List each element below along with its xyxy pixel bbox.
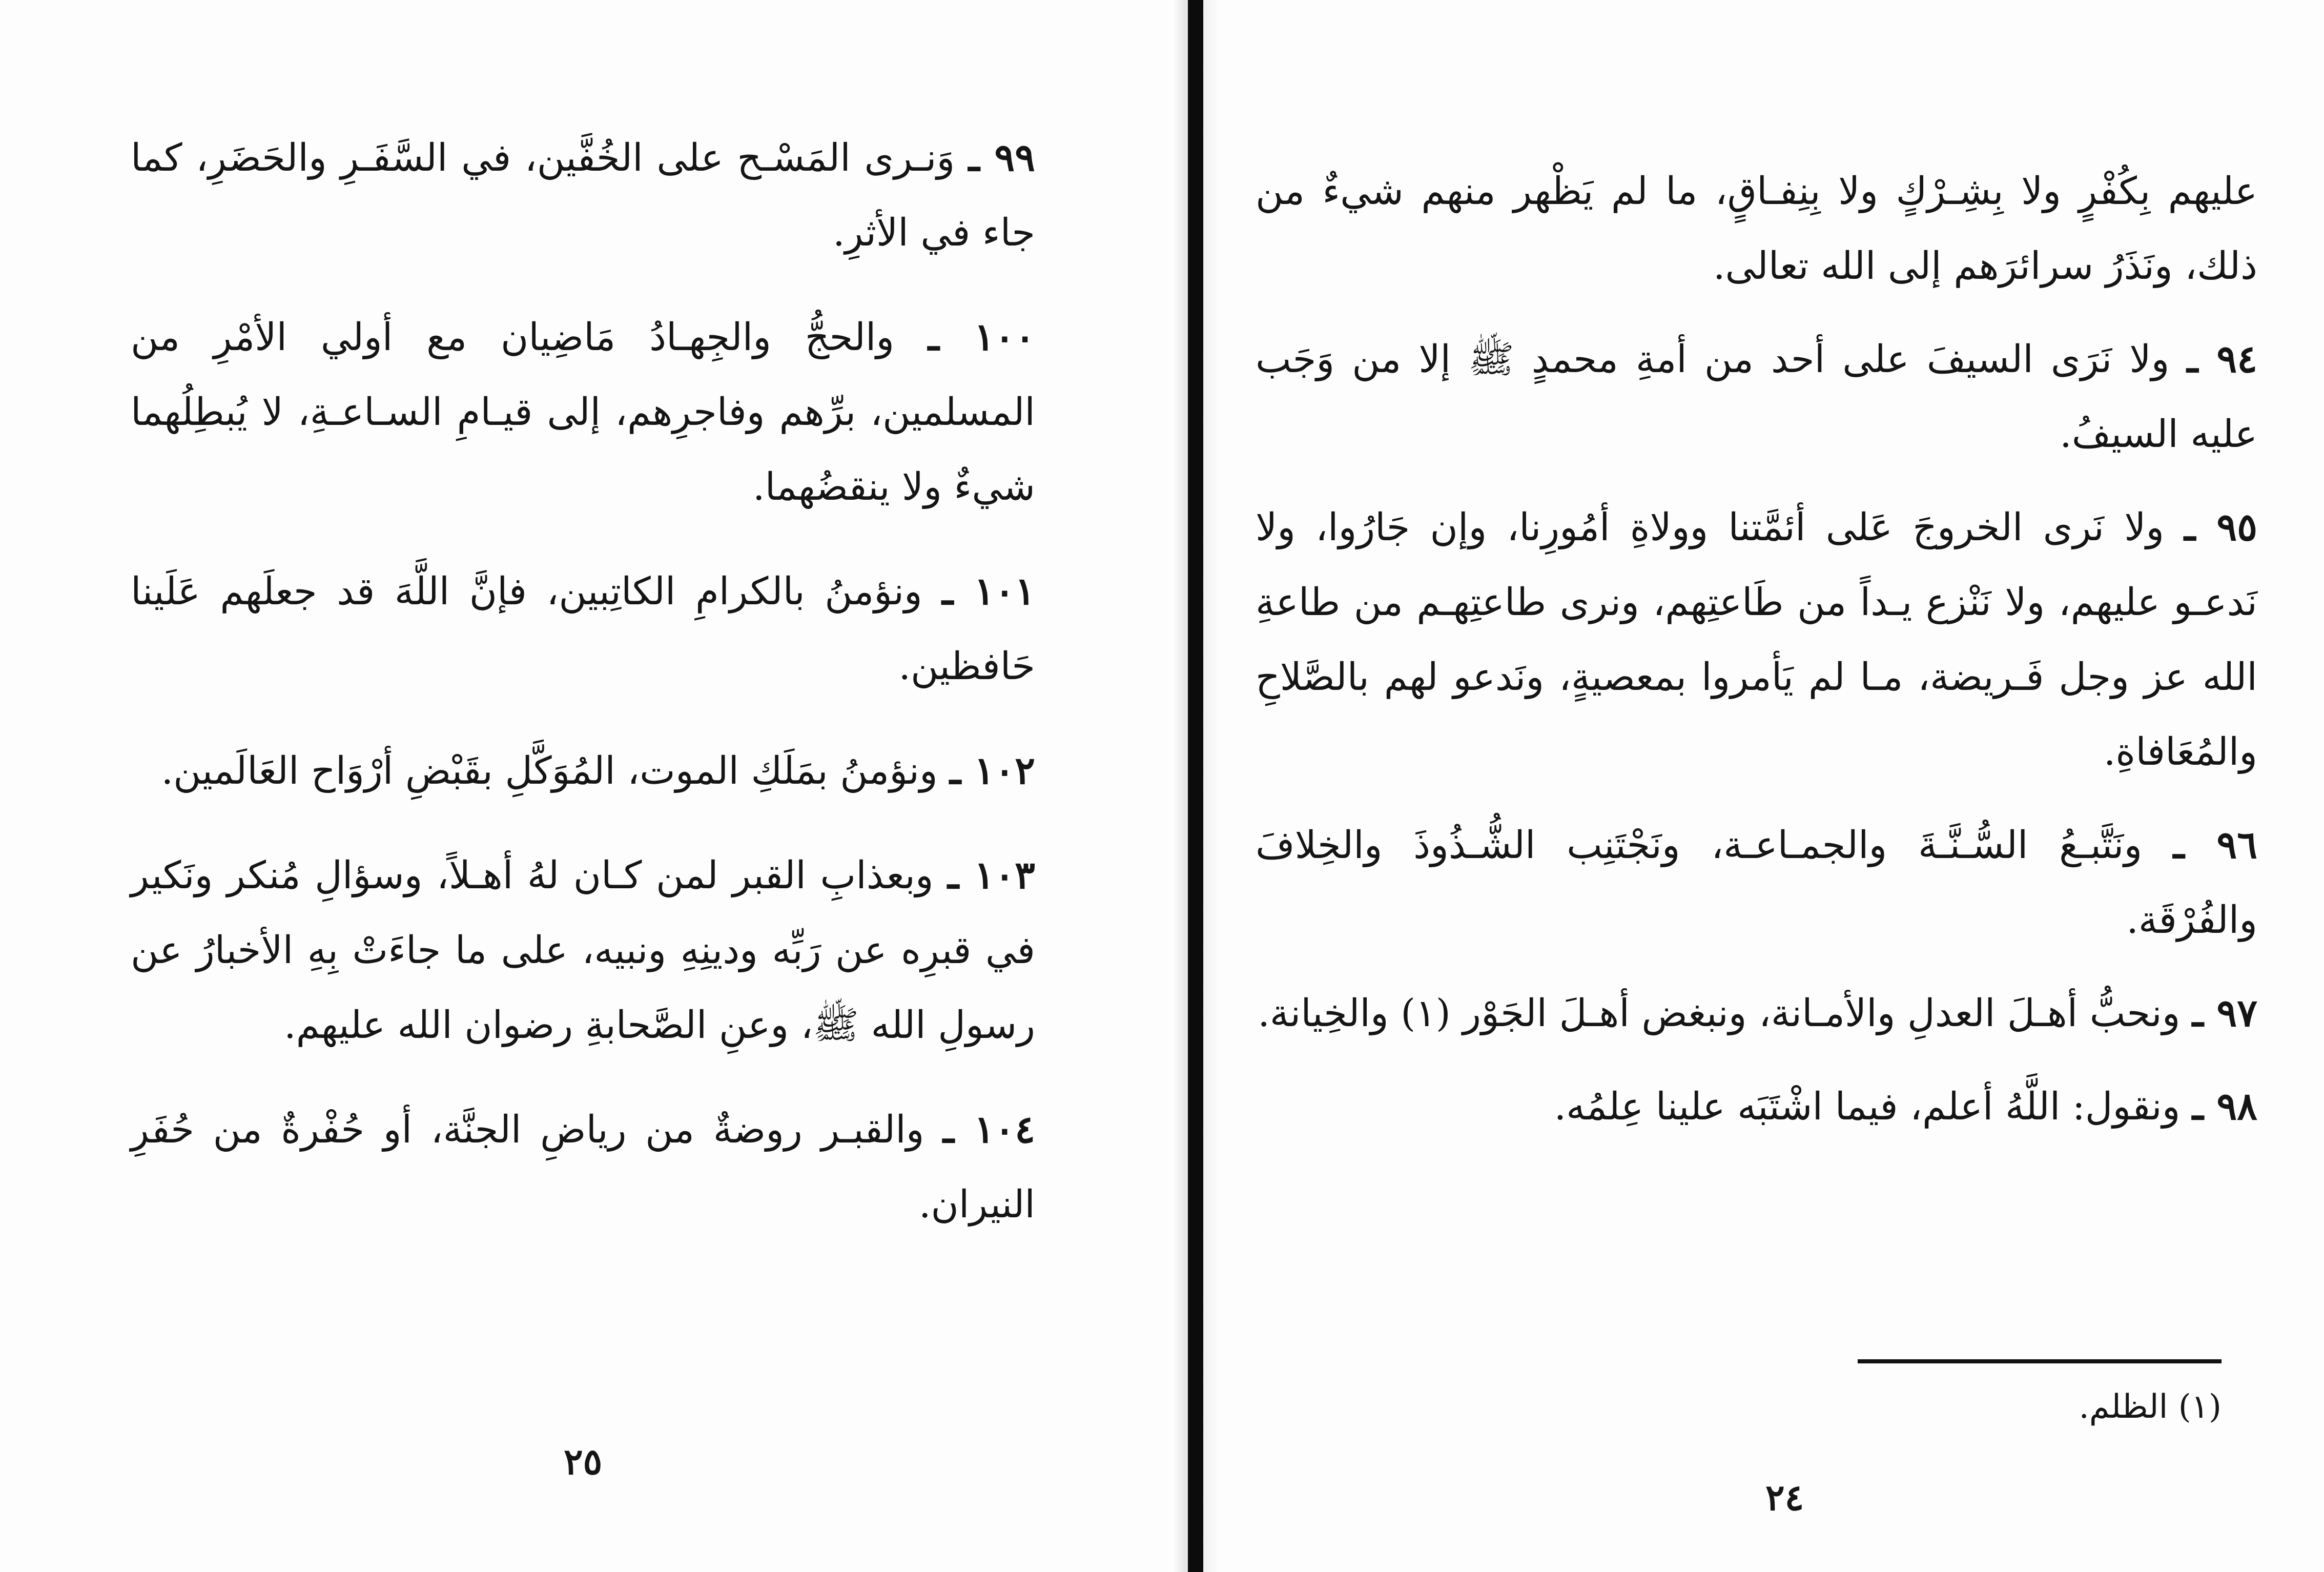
paragraph-101 [131,554,1035,704]
book-spine [1188,0,1203,1572]
paragraph-text: ونحبُّ أهـلَ العدلِ والأمـانة، ونبغض أهـلَ الجَوْر (١) والخِيانة. [1258,991,2181,1035]
paragraph-number: ١٠٢ ـ [950,749,1035,793]
paragraph-104 [131,1092,1035,1242]
paragraph-number: ٩٧ ـ [2192,991,2257,1035]
paragraph-98 [1256,1069,2257,1144]
paragraph-text: والحجُّ والجِهـادُ مَاضِيان مع أولي الأمْرِ من المسلمين، برِّهم وفاجرِهم، إلى قيـامِ السـاعـةِ، لا يُبطِلُهما شيءٌ ولا ينقضُهما. [131,315,1035,509]
paragraph-99 [131,120,1035,270]
paragraph-text: ونؤمنُ بمَلَكِ الموت، المُوَكَّلِ بقَبْضِ أرْوَاح العَالَمين. [161,749,938,793]
paragraph-97 [1256,976,2257,1051]
paragraph-number: ٩٨ ـ [2192,1085,2257,1129]
paragraph-95 [1256,490,2257,789]
paragraph-text: ونقول: اللَّهُ أعلم، فيما اشْتَبَه علينا عِلمُه. [1554,1085,2181,1129]
paragraph-text: ونَتَّبـعُ السُّـنَّـةَ والجمـاعـة، ونَجْتَنِب الشُّـذُوذَ والخِلافَ والفُرْقَة. [1256,823,2257,942]
paragraph-100 [131,300,1035,524]
paragraph-number: ١٠٠ ـ [928,315,1035,359]
paragraph-number: ١٠١ ـ [942,569,1035,614]
paragraph-text: والقبـر روضةٌ من رياضِ الجنَّة، أو حُفْرةٌ من حُفَرِ النيران. [131,1108,1035,1227]
paragraph-103 [131,838,1035,1063]
paragraph-text: ونؤمنُ بالكرامِ الكاتِبين، فإنَّ اللَّهَ قد جعلَهم عَلَينا حَافظين. [131,569,1035,688]
footnote-divider [1858,1359,2222,1363]
paragraph-number: ٩٤ ـ [2187,337,2257,381]
paragraph-text: وبعذابِ القبر لمن كـان لهُ أهـلاً، وسؤالِ مُنكر ونَكير في قبرِه عن رَبِّه ودينِهِ ونبيه، على ما جاءَتْ بِهِ الأخبارُ عن رسولِ الله ﷺ، وعنِ الصَّحابةِ رضوان الله عليهم. [131,853,1035,1047]
page-number-left: ٢٥ [564,1440,603,1483]
paragraph-number: ٩٩ ـ [968,136,1036,180]
paragraph-93-continued [1256,154,2257,303]
paragraph-text: ولا نَرى الخروجَ عَلى أئمَّتنا وولاةِ أمُورِنا، وإن جَارُوا، ولا نَدعـو عليهم، ولا نَنْزع يـداً من طَاعتِهم، ونرى طاعتِهـم من طاعةِ الله عز وجل فَـريضة، مـا لم يَأمروا بمعصيةٍ، ونَدعو لهم بالصَّلاحِ والمُعَافاةِ. [1256,505,2257,774]
paragraph-96 [1256,808,2257,957]
paragraph-number: ٩٥ ـ [2184,505,2257,549]
paragraph-text: عليهم بِكُفْرٍ ولا بِشِـرْكٍ ولا بِنِفـاقٍ، ما لم يَظْهر منهم شيءٌ من ذلك، ونَذَرُ سرائرَهم إلى الله تعالى. [1256,169,2257,288]
paragraph-text: ولا نَرَى السيفَ على أحد من أمةِ محمدٍ ﷺ إلا من وَجَب عليه السيفُ. [1256,337,2257,456]
paragraph-number: ١٠٤ ـ [943,1108,1036,1152]
paragraph-94 [1256,322,2257,472]
paragraph-number: ٩٦ ـ [2173,823,2257,867]
right-page [1220,0,2324,1572]
page-number-right: ٢٤ [1765,1476,1804,1519]
paragraph-text: وَنـرى المَسْـح على الخُفَّين، في السَّفَـرِ والحَضَرِ، كما جاء في الأثرِ. [131,136,1035,255]
footnote: (١) الظلم. [2079,1388,2222,1426]
paragraph-number: ١٠٣ ـ [948,853,1035,897]
paragraph-102 [131,733,1035,808]
